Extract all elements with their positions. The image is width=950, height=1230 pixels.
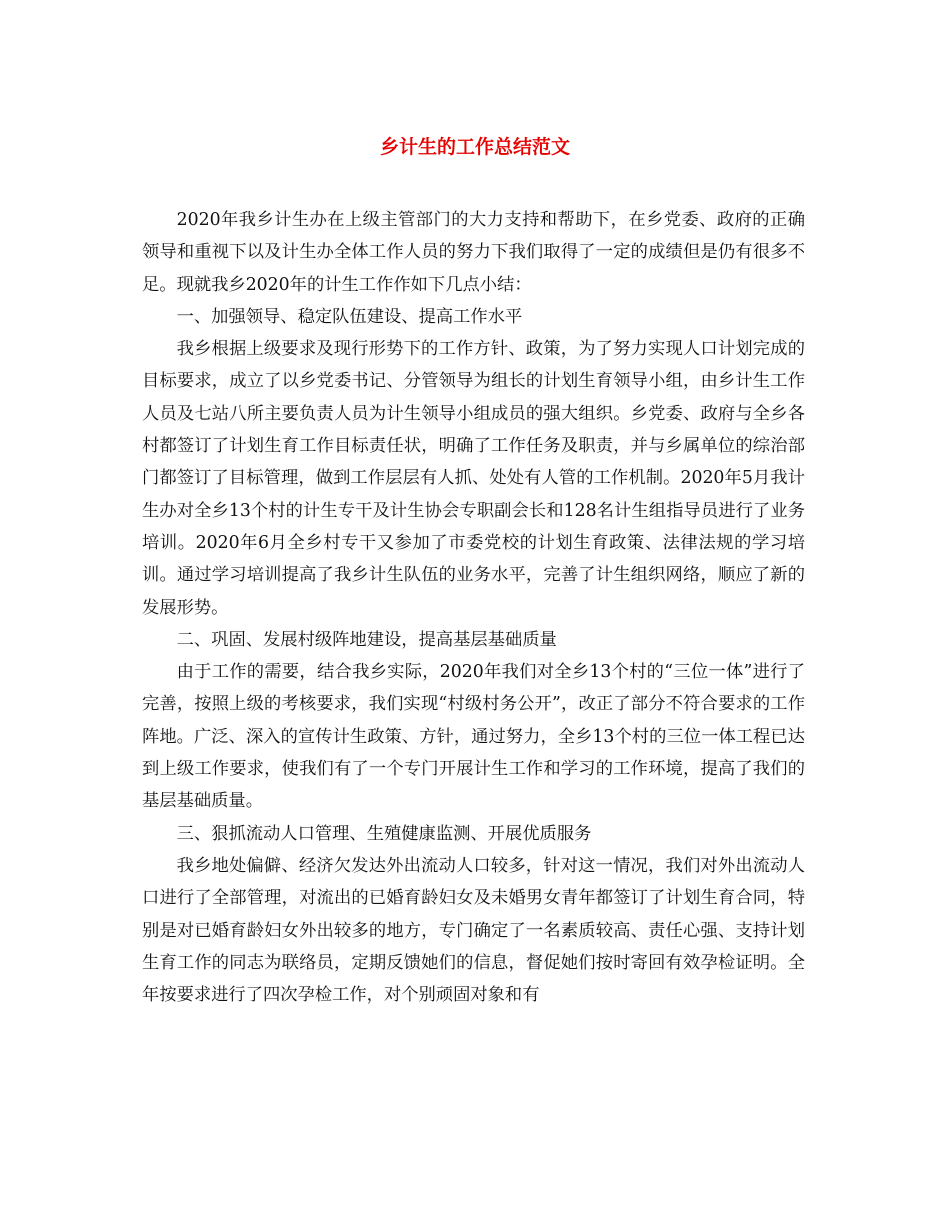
section-3-paragraph: 我乡地处偏僻、经济欠发达外出流动人口较多，针对这一情况，我们对外出流动人口进行了全部管理，对流出的已婚育龄妇女及未婚男女青年都签订了计划生育合同，特别是对已婚育龄妇女外出较多的地方，专门确定了一名素质较高、责任心强、支持计划生育工作的同志为联络员，定期反馈她们的信息，督促她们按时寄回有效孕检证明。全年按要求进行了四次孕检工作，对个别顽固对象和有 [142,855,805,1006]
section-heading-1: 一、加强领导、稳定队伍建设、提高工作水平 [176,306,523,327]
section-heading-2: 二、巩固、发展村级阵地建设，提高基层基础质量 [176,629,557,650]
document-title: 乡计生的工作总结范文 [379,136,570,158]
section-1-paragraph: 我乡根据上级要求及现行形势下的工作方针、政策，为了努力实现人口计划完成的目标要求，成立了以乡党委书记、分管领导为组长的计划生育领导小组，由乡计生工作人员及七站八所主要负责人员为计生领导小组成员的强大组织。乡党委、政府与全乡各村都签订了计划生育工作目标责任状，明确了工作任务及职责，并与乡属单位的综治部门都签订了目标管理，做到工作层层有人抓、处处有人管的工作机制。2020年5月我计生办对全乡13个村的计生专干及计生协会专职副会长和128名计生组指导员进行了业务培训。2020年6月全乡村专干又参加了市委党校的计划生育政策、法律法规的学习培训。通过学习培训提高了我乡计生队伍的业务水平，完善了计生组织网络，顺应了新的发展形势。 [142,339,805,618]
document-body [142,204,805,1011]
intro-paragraph: 2020年我乡计生办在上级主管部门的大力支持和帮助下，在乡党委、政府的正确领导和重视下以及计生办全体工作人员的努力下我们取得了一定的成绩但是仍有很多不足。现就我乡2020年的计生工作作如下几点小结： [142,210,805,295]
section-heading-3: 三、狠抓流动人口管理、生殖健康监测、开展优质服务 [176,823,592,844]
section-2-paragraph: 由于工作的需要，结合我乡实际，2020年我们对全乡13个村的“三位一体”进行了完善，按照上级的考核要求，我们实现“村级村务公开”，改正了部分不符合要求的工作阵地。广泛、深入的宣传计生政策、方针，通过努力，全乡13个村的三位一体工程已达到上级工作要求，使我们有了一个专门开展计生工作和学习的工作环境，提高了我们的基层基础质量。 [142,662,805,812]
